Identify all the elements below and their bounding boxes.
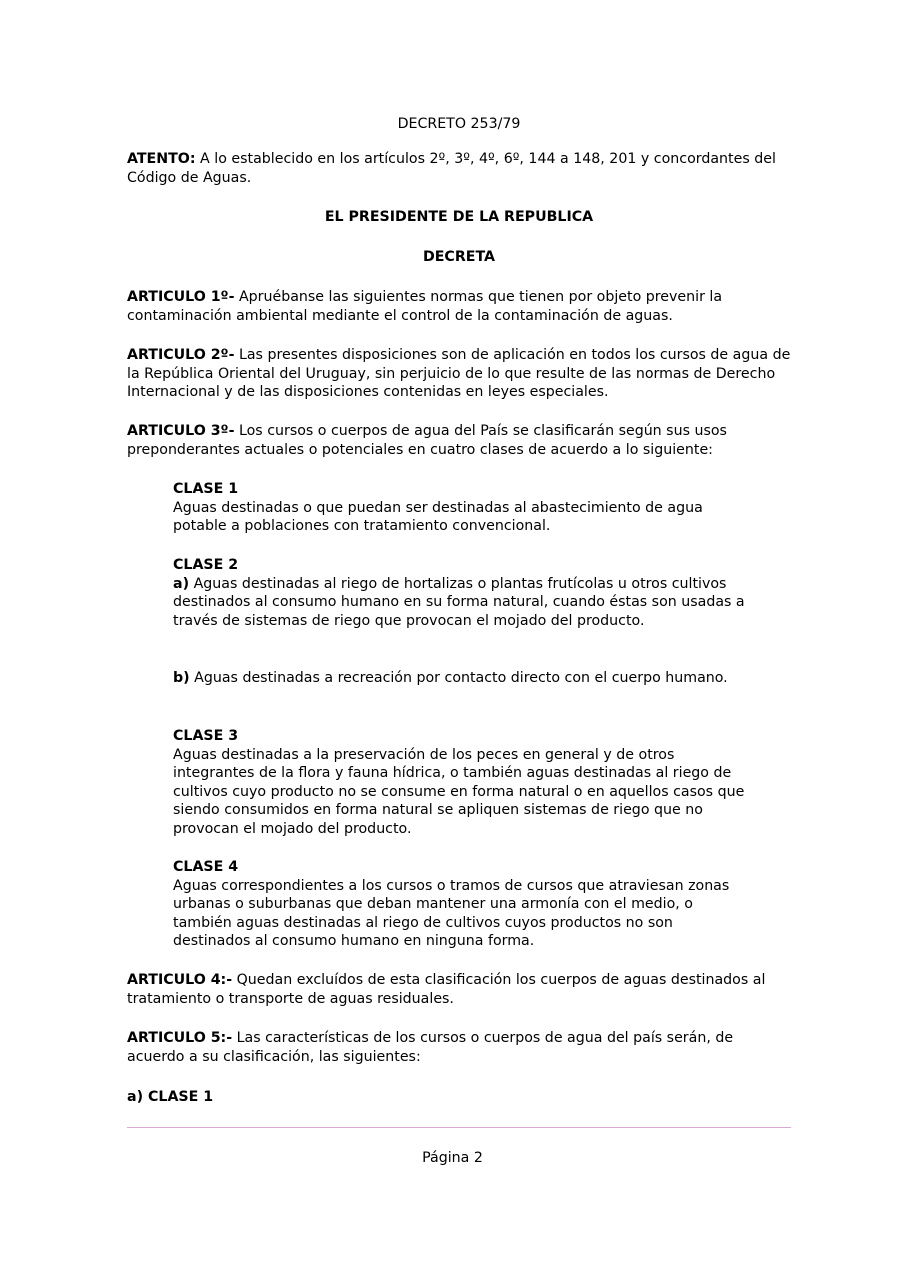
clase-1-block xyxy=(173,480,753,536)
article-5 xyxy=(127,1029,791,1066)
clase-3-text: Aguas destinadas a la preservación de los peces en general y de otros integrantes de la flora y fauna hídrica, o también aguas destinadas al riego de cultivos cuyo producto no se consume en forma natural o en aquellos casos que siendo consumidos en forma natural se apliquen sistemas de riego que no provocan el mojado del producto. xyxy=(173,746,745,837)
article-3-text: Los cursos o cuerpos de agua del País se clasificarán según sus usos preponderantes actuales o potenciales en cuatro clases de acuerdo a lo siguiente: xyxy=(127,423,727,458)
article-2-label: ARTICULO 2º- xyxy=(127,347,235,363)
clase-2-a-text: Aguas destinadas al riego de hortalizas o plantas frutícolas u otros cultivos destinados al consumo humano en su forma natural, cuando éstas son usadas a través de sistemas de riego que provocan el mojado del producto. xyxy=(173,575,745,629)
clase-2-b-text: Aguas destinadas a recreación por contacto directo con el cuerpo humano. xyxy=(189,670,728,686)
atento-text: A lo establecido en los artículos 2º, 3º, 4º, 6º, 144 a 148, 201 y concordantes del Código de Aguas. xyxy=(127,151,776,186)
clase-2-block xyxy=(173,556,753,630)
article-5-text: Las características de los cursos o cuerpos de agua del país serán, de acuerdo a su clasificación, las siguientes: xyxy=(127,1030,734,1065)
article-1 xyxy=(127,288,791,325)
clase-2-a-label: a) xyxy=(173,575,190,592)
clase-4-block xyxy=(173,858,753,951)
clase-4-text: Aguas correspondientes a los cursos o tramos de cursos que atraviesan zonas urbanas o suburbanas que deban mantener una armonía con el medio, o también aguas destinadas al riego de cultivos cuyos productos no son destinados al consumo humano en ninguna forma. xyxy=(173,877,730,949)
footer-divider xyxy=(127,1127,791,1128)
final-heading: a) CLASE 1 xyxy=(127,1089,214,1105)
clase-2-heading: CLASE 2 xyxy=(173,557,239,573)
article-2 xyxy=(127,346,791,402)
article-4-text: Quedan excluídos de esta clasificación los cuerpos de aguas destinados al tratamiento o transporte de aguas residuales. xyxy=(127,972,766,1007)
clase-3-heading: CLASE 3 xyxy=(173,728,239,744)
clase-1-heading: CLASE 1 xyxy=(173,481,239,497)
article-4-label: ARTICULO 4:- xyxy=(127,972,233,988)
document-title: DECRETO 253/79 xyxy=(397,116,521,132)
atento-paragraph xyxy=(127,150,791,187)
page-number: Página 2 xyxy=(422,1150,483,1166)
article-3 xyxy=(127,422,791,459)
article-5-label: ARTICULO 5:- xyxy=(127,1030,233,1046)
clase-4-heading: CLASE 4 xyxy=(173,859,239,875)
clase-2-b-block xyxy=(173,669,753,688)
article-3-label: ARTICULO 3º- xyxy=(127,423,235,439)
clase-1-text: Aguas destinadas o que puedan ser destinadas al abastecimiento de agua potable a poblaciones con tratamiento convencional. xyxy=(173,499,703,534)
president-heading: EL PRESIDENTE DE LA REPUBLICA xyxy=(324,209,594,225)
article-4 xyxy=(127,971,791,1008)
article-1-label: ARTICULO 1º- xyxy=(127,289,235,305)
article-2-text: Las presentes disposiciones son de aplicación en todos los cursos de agua de la República Oriental del Uruguay, sin perjuicio de lo que resulte de las normas de Derecho Internacional y de las disposiciones contenidas en leyes especiales. xyxy=(127,347,791,400)
clase-2-b-label: b) xyxy=(173,670,190,686)
atento-label: ATENTO: xyxy=(127,151,196,167)
decreta-heading: DECRETA xyxy=(422,249,496,265)
clase-3-block xyxy=(173,727,753,838)
article-1-text: Apruébanse las siguientes normas que tienen por objeto prevenir la contaminación ambiental mediante el control de la contaminación de aguas. xyxy=(127,289,723,324)
